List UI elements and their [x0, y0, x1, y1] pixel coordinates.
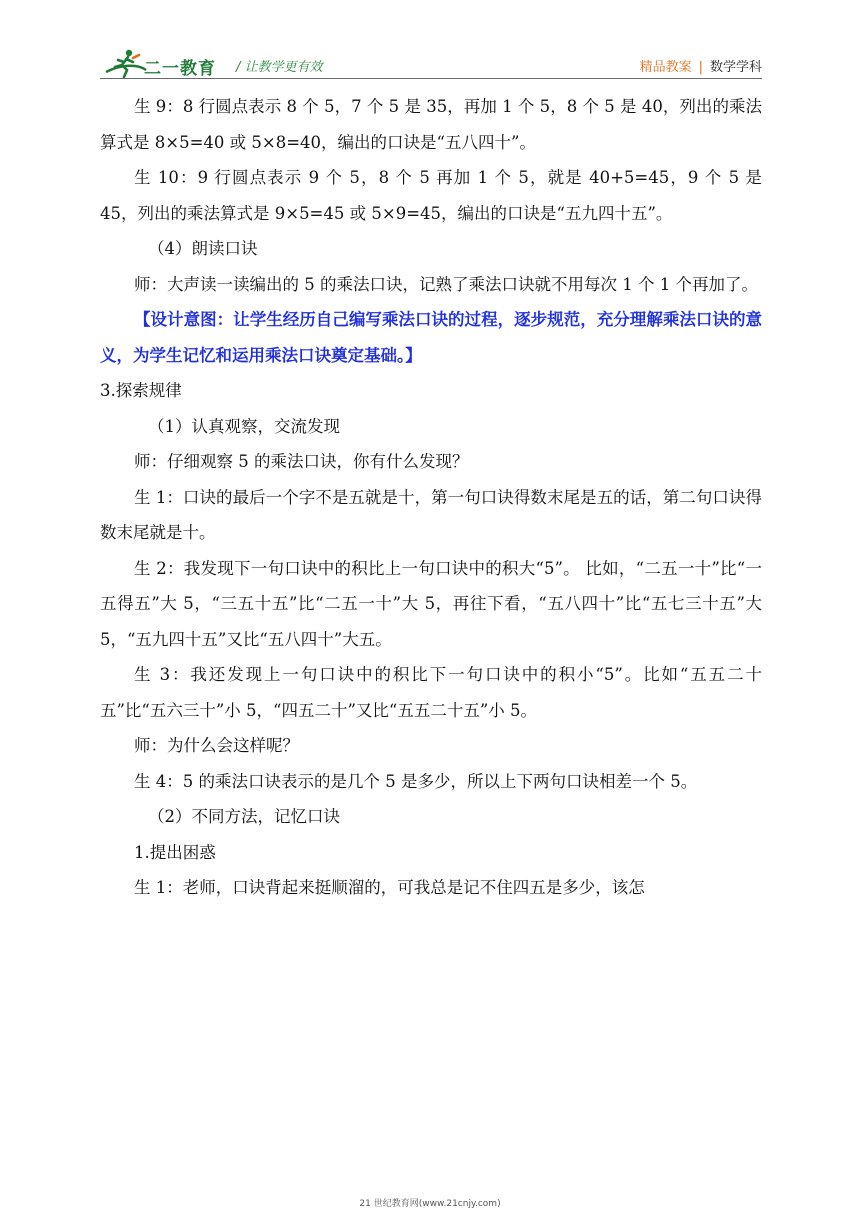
section-heading: 1.提出困惑 — [134, 842, 216, 862]
header-separator: | — [698, 60, 703, 75]
header-category: 精品教案 — [639, 60, 692, 75]
paragraph: 生 3：我还发现上一句口诀中的积比下一句口诀中的积小“5”。比如“五五二十五”比“五六三十”小 5，“四五二十”又比“五五二十五”小 5。 — [100, 665, 762, 720]
document-body — [100, 89, 762, 906]
section-heading: （4）朗读口诀 — [148, 239, 258, 258]
design-intent: 【设计意图：让学生经历自己编写乘法口诀的过程，逐步规范，充分理解乘法口诀的意义，为学生记忆和运用乘法口诀奠定基础。】 — [100, 310, 762, 365]
brand-name: 二一教育 — [144, 59, 216, 79]
paragraph: 生 1：老师，口诀背起来挺顺溜的，可我总是记不住四五是多少，该怎 — [134, 878, 645, 897]
brand-slogan: / 让教学更有效 — [236, 60, 323, 75]
header-subject: 数学学科 — [709, 60, 762, 75]
page-footer: 21 世纪教育网(www.21cnjy.com) — [359, 1199, 501, 1209]
paragraph: 师：为什么会这样呢？ — [134, 736, 299, 755]
paragraph: 师：仔细观察 5 的乘法口诀，你有什么发现？ — [134, 452, 469, 471]
paragraph: 生 1：口诀的最后一个字不是五就是十，第一句口诀得数末尾是五的话，第二句口诀得数末尾就是十。 — [100, 487, 762, 542]
paragraph: 生 2：我发现下一句口诀中的积比上一句口诀中的积大“5”。 比如，“二五一十”比“一五得五”大 5，“三五十五”比“二五一十”大 5，再往下看，“五八四十”比“五七三十五”大 5，“五九四十五”又比“五八四十”大五。 — [100, 558, 762, 649]
section-heading: （2）不同方法，记忆口诀 — [148, 807, 340, 826]
section-heading: （1）认真观察，交流发现 — [148, 416, 340, 436]
header-right — [640, 56, 762, 75]
paragraph: 生 10：9 行圆点表示 9 个 5，8 个 5 再加 1 个 5，就是 40+5=45，9 个 5 是 45，列出的乘法算式是 9×5=45 或 5×9=45，编出的口诀是“五九四十五”。 — [100, 168, 762, 223]
paragraph: 师：大声读一读编出的 5 的乘法口诀，记熟了乘法口诀就不用每次 1 个 1 个再加了。 — [134, 274, 758, 294]
paragraph: 生 4：5 的乘法口诀表示的是几个 5 是多少，所以上下两句口诀相差一个 5。 — [134, 771, 698, 791]
paragraph: 生 9：8 行圆点表示 8 个 5，7 个 5 是 35，再加 1 个 5，8 个 5 是 40，列出的乘法算式是 8×5=40 或 5×8=40，编出的口诀是“五八四十”。 — [100, 97, 762, 152]
page-header — [100, 48, 762, 86]
section-heading: 3.探索规律 — [100, 381, 182, 400]
header-divider — [100, 78, 762, 79]
